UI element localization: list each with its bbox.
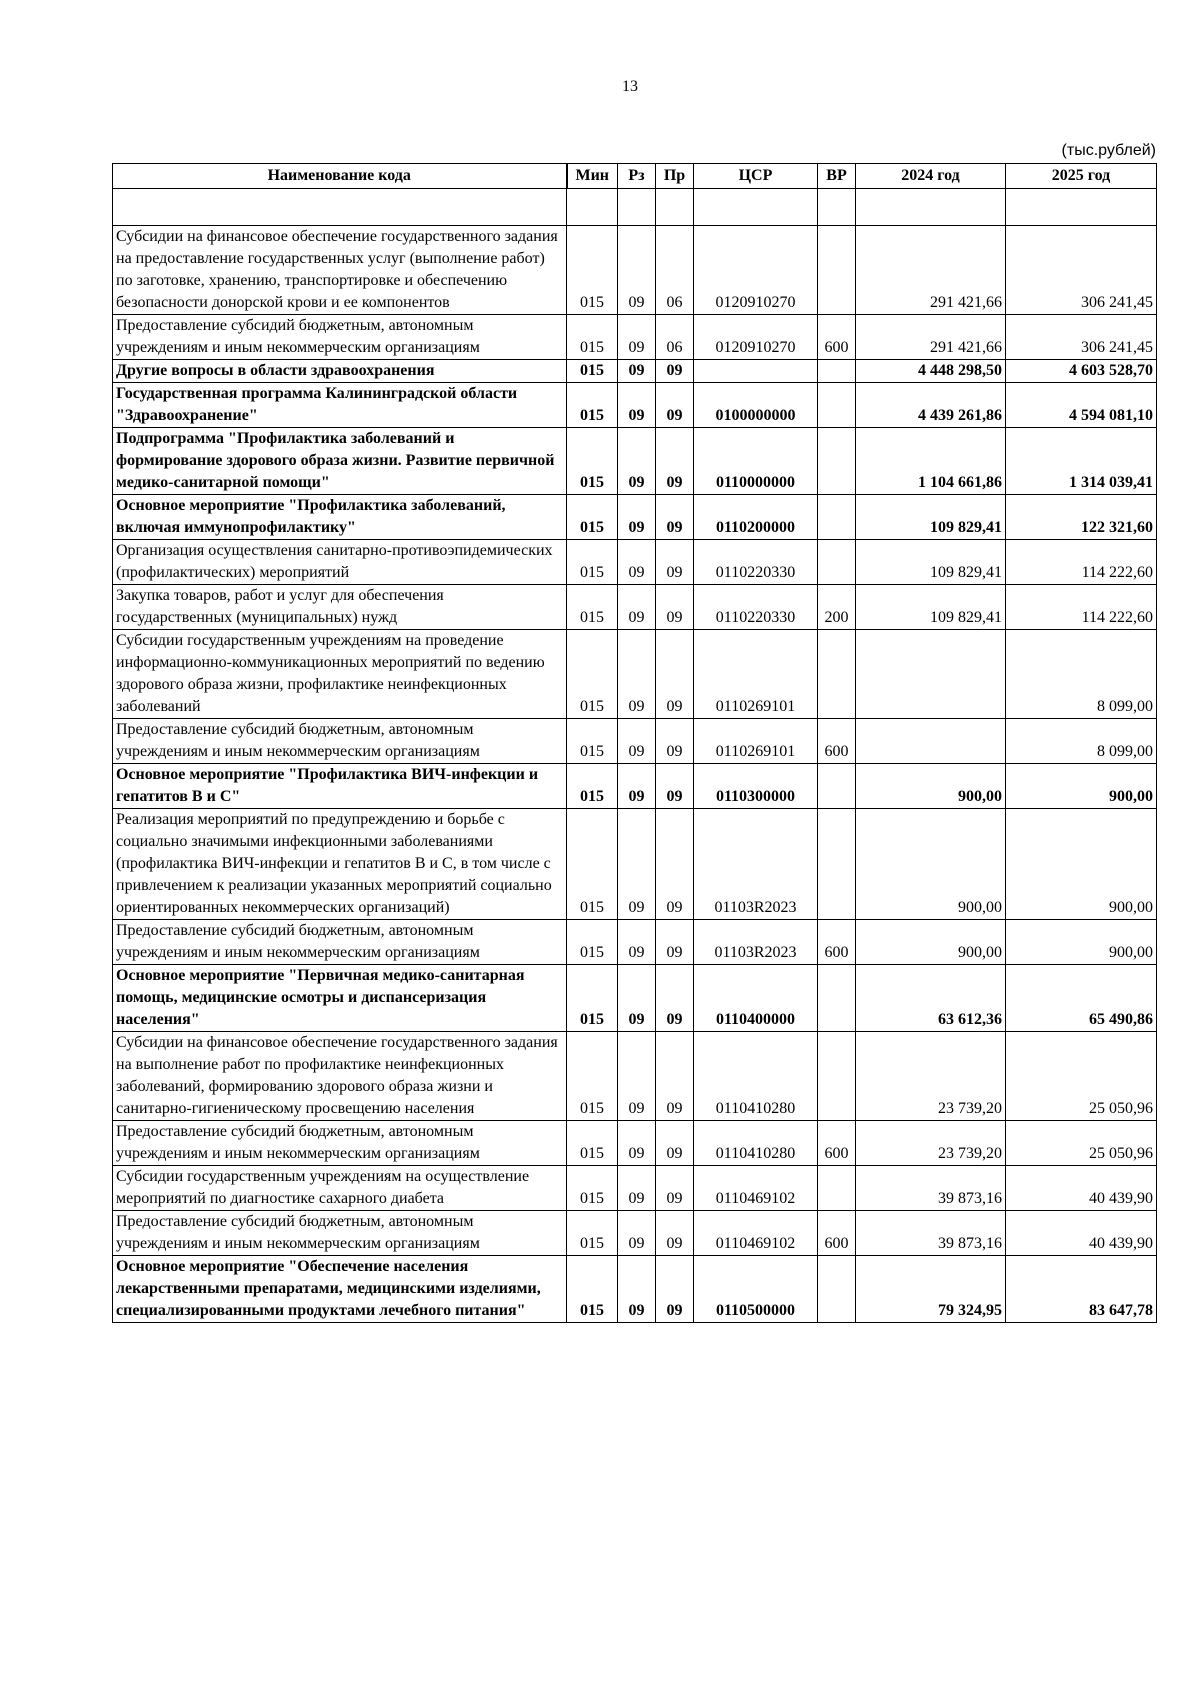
cell-rz: 09: [618, 495, 656, 540]
table-row: [113, 495, 1157, 540]
cell-csr: [694, 360, 818, 383]
table-row: [113, 428, 1157, 495]
cell-min: 015: [567, 719, 618, 764]
spacer-cell: [694, 189, 818, 226]
cell-vr: [818, 360, 856, 383]
cell-2025: 900,00: [1006, 764, 1157, 809]
cell-vr: [818, 630, 856, 719]
cell-pr: 09: [656, 764, 694, 809]
cell-name: Предоставление субсидий бюджетным, автономным учреждениям и иным некоммерческим организациям: [113, 315, 567, 360]
cell-2025: 25 050,96: [1006, 1032, 1157, 1121]
cell-2024: [856, 719, 1006, 764]
cell-min: 015: [567, 1256, 618, 1323]
cell-csr: 0120910270: [694, 315, 818, 360]
header-pr: Пр: [656, 164, 694, 189]
cell-pr: 09: [656, 920, 694, 965]
cell-2024: 291 421,66: [856, 315, 1006, 360]
cell-vr: [818, 965, 856, 1032]
cell-name: Основное мероприятие "Первичная медико-санитарная помощь, медицинские осмотры и диспансеризация населения": [113, 965, 567, 1032]
spacer-cell: [656, 189, 694, 226]
cell-2025: 65 490,86: [1006, 965, 1157, 1032]
cell-csr: 0110269101: [694, 630, 818, 719]
cell-2024: 23 739,20: [856, 1032, 1006, 1121]
cell-rz: 09: [618, 1121, 656, 1166]
cell-min: 015: [567, 315, 618, 360]
table-row: [113, 1256, 1157, 1323]
cell-csr: 0110500000: [694, 1256, 818, 1323]
cell-csr: 01103R2023: [694, 809, 818, 920]
table-body: [113, 189, 1157, 1323]
cell-2024: 109 829,41: [856, 585, 1006, 630]
cell-2025: 900,00: [1006, 809, 1157, 920]
cell-min: 015: [567, 428, 618, 495]
cell-vr: 600: [818, 719, 856, 764]
budget-table: [112, 163, 1157, 1323]
table-row: [113, 1166, 1157, 1211]
cell-name: Субсидии на финансовое обеспечение государственного задания на предоставление государственных услуг (выполнение работ) по заготовке, хранению, транспортировке и обеспечению безопасности донорской крови и ее компонентов: [113, 226, 567, 315]
header-2024: 2024 год: [856, 164, 1006, 189]
cell-rz: 09: [618, 226, 656, 315]
cell-vr: [818, 428, 856, 495]
cell-rz: 09: [618, 540, 656, 585]
cell-csr: 0110220330: [694, 585, 818, 630]
cell-vr: [818, 226, 856, 315]
cell-2024: 79 324,95: [856, 1256, 1006, 1323]
header-min: Мин: [567, 164, 618, 189]
table-row: [113, 315, 1157, 360]
cell-csr: 0110469102: [694, 1211, 818, 1256]
header-csr: ЦСР: [694, 164, 818, 189]
cell-name: Другие вопросы в области здравоохранения: [113, 360, 567, 383]
cell-name: Закупка товаров, работ и услуг для обеспечения государственных (муниципальных) нужд: [113, 585, 567, 630]
cell-pr: 09: [656, 630, 694, 719]
cell-rz: 09: [618, 1032, 656, 1121]
table-row: [113, 719, 1157, 764]
table-row: [113, 1121, 1157, 1166]
cell-pr: 09: [656, 383, 694, 428]
cell-csr: 0110220330: [694, 540, 818, 585]
header-2025: 2025 год: [1006, 164, 1157, 189]
spacer-cell: [1006, 189, 1157, 226]
table-row: [113, 1211, 1157, 1256]
cell-pr: 09: [656, 1211, 694, 1256]
cell-name: Основное мероприятие "Профилактика ВИЧ-инфекции и гепатитов В и С": [113, 764, 567, 809]
cell-pr: 09: [656, 1166, 694, 1211]
cell-rz: 09: [618, 965, 656, 1032]
cell-2025: 4 594 081,10: [1006, 383, 1157, 428]
cell-rz: 09: [618, 920, 656, 965]
cell-pr: 09: [656, 809, 694, 920]
cell-csr: 0110469102: [694, 1166, 818, 1211]
cell-name: Субсидии государственным учреждениям на осуществление мероприятий по диагностике сахарного диабета: [113, 1166, 567, 1211]
cell-2024: 39 873,16: [856, 1166, 1006, 1211]
cell-rz: 09: [618, 360, 656, 383]
cell-csr: 0110000000: [694, 428, 818, 495]
cell-csr: 0110410280: [694, 1121, 818, 1166]
table-row: [113, 383, 1157, 428]
cell-min: 015: [567, 585, 618, 630]
cell-csr: 0100000000: [694, 383, 818, 428]
cell-vr: [818, 495, 856, 540]
cell-2025: 83 647,78: [1006, 1256, 1157, 1323]
cell-pr: 09: [656, 719, 694, 764]
cell-vr: 600: [818, 315, 856, 360]
table-row: [113, 764, 1157, 809]
cell-2024: 4 439 261,86: [856, 383, 1006, 428]
spacer-row: [113, 189, 1157, 226]
cell-csr: 0110410280: [694, 1032, 818, 1121]
spacer-cell: [856, 189, 1006, 226]
cell-csr: 0110269101: [694, 719, 818, 764]
cell-csr: 0110400000: [694, 965, 818, 1032]
cell-min: 015: [567, 1032, 618, 1121]
cell-rz: 09: [618, 383, 656, 428]
cell-min: 015: [567, 809, 618, 920]
cell-min: 015: [567, 1211, 618, 1256]
cell-2025: 306 241,45: [1006, 226, 1157, 315]
cell-name: Предоставление субсидий бюджетным, автономным учреждениям и иным некоммерческим организациям: [113, 1121, 567, 1166]
cell-pr: 09: [656, 1256, 694, 1323]
cell-2025: 8 099,00: [1006, 719, 1157, 764]
cell-vr: [818, 1256, 856, 1323]
cell-2024: 109 829,41: [856, 495, 1006, 540]
cell-2025: 114 222,60: [1006, 585, 1157, 630]
cell-name: Предоставление субсидий бюджетным, автономным учреждениям и иным некоммерческим организациям: [113, 719, 567, 764]
cell-min: 015: [567, 1121, 618, 1166]
cell-min: 015: [567, 920, 618, 965]
cell-2025: 25 050,96: [1006, 1121, 1157, 1166]
table-row: [113, 965, 1157, 1032]
cell-2024: 900,00: [856, 764, 1006, 809]
cell-csr: 0110200000: [694, 495, 818, 540]
cell-pr: 09: [656, 1032, 694, 1121]
cell-name: Государственная программа Калининградской области "Здравоохранение": [113, 383, 567, 428]
cell-vr: [818, 383, 856, 428]
page-number: 13: [622, 78, 638, 95]
cell-2024: 900,00: [856, 809, 1006, 920]
table-row: [113, 585, 1157, 630]
spacer-cell: [113, 189, 567, 226]
cell-2024: 23 739,20: [856, 1121, 1006, 1166]
cell-2025: 4 603 528,70: [1006, 360, 1157, 383]
cell-rz: 09: [618, 1166, 656, 1211]
spacer-cell: [567, 189, 618, 226]
cell-2024: 4 448 298,50: [856, 360, 1006, 383]
units-label: (тыс.рублей): [1061, 142, 1156, 159]
cell-2024: 1 104 661,86: [856, 428, 1006, 495]
cell-2025: 1 314 039,41: [1006, 428, 1157, 495]
cell-vr: [818, 540, 856, 585]
cell-csr: 0110300000: [694, 764, 818, 809]
cell-pr: 06: [656, 226, 694, 315]
cell-2024: [856, 630, 1006, 719]
table-row: [113, 360, 1157, 383]
cell-rz: 09: [618, 1256, 656, 1323]
cell-vr: [818, 809, 856, 920]
cell-rz: 09: [618, 428, 656, 495]
cell-name: Подпрограмма "Профилактика заболеваний и формирование здорового образа жизни. Развитие первичной медико-санитарной помощи": [113, 428, 567, 495]
table-row: [113, 809, 1157, 920]
cell-rz: 09: [618, 764, 656, 809]
cell-name: Субсидии на финансовое обеспечение государственного задания на выполнение работ по профилактике неинфекционных заболеваний, формированию здорового образа жизни и санитарно-гигиеническому просвещению населения: [113, 1032, 567, 1121]
cell-vr: [818, 1032, 856, 1121]
cell-rz: 09: [618, 315, 656, 360]
cell-name: Предоставление субсидий бюджетным, автономным учреждениям и иным некоммерческим организациям: [113, 1211, 567, 1256]
spacer-cell: [818, 189, 856, 226]
spacer-cell: [618, 189, 656, 226]
cell-2025: 900,00: [1006, 920, 1157, 965]
cell-min: 015: [567, 383, 618, 428]
cell-pr: 09: [656, 540, 694, 585]
cell-csr: 01103R2023: [694, 920, 818, 965]
cell-pr: 09: [656, 585, 694, 630]
cell-2024: 109 829,41: [856, 540, 1006, 585]
table-row: [113, 920, 1157, 965]
cell-vr: [818, 764, 856, 809]
cell-2025: 122 321,60: [1006, 495, 1157, 540]
cell-name: Субсидии государственным учреждениям на проведение информационно-коммуникационных мероприятий по ведению здорового образа жизни, профилактике неинфекционных заболеваний: [113, 630, 567, 719]
cell-name: Организация осуществления санитарно-противоэпидемических (профилактических) мероприятий: [113, 540, 567, 585]
cell-rz: 09: [618, 585, 656, 630]
cell-2024: 63 612,36: [856, 965, 1006, 1032]
cell-min: 015: [567, 495, 618, 540]
cell-2024: 39 873,16: [856, 1211, 1006, 1256]
cell-vr: 600: [818, 1211, 856, 1256]
cell-min: 015: [567, 540, 618, 585]
table-row: [113, 226, 1157, 315]
cell-vr: 600: [818, 1121, 856, 1166]
cell-name: Основное мероприятие "Профилактика заболеваний, включая иммунопрофилактику": [113, 495, 567, 540]
cell-2025: 40 439,90: [1006, 1211, 1157, 1256]
cell-rz: 09: [618, 719, 656, 764]
cell-name: Реализация мероприятий по предупреждению и борьбе с социально значимыми инфекционными заболеваниями (профилактика ВИЧ-инфекции и гепатитов В и С, в том числе с привлечением к реализации указанных мероприятий социально ориентированных некоммерческих организаций): [113, 809, 567, 920]
header-rz: Рз: [618, 164, 656, 189]
cell-min: 015: [567, 1166, 618, 1211]
cell-2024: 900,00: [856, 920, 1006, 965]
cell-2024: 291 421,66: [856, 226, 1006, 315]
cell-min: 015: [567, 360, 618, 383]
cell-min: 015: [567, 630, 618, 719]
table-row: [113, 540, 1157, 585]
cell-rz: 09: [618, 809, 656, 920]
cell-rz: 09: [618, 1211, 656, 1256]
cell-2025: 40 439,90: [1006, 1166, 1157, 1211]
cell-min: 015: [567, 965, 618, 1032]
header-vr: ВР: [818, 164, 856, 189]
cell-csr: 0120910270: [694, 226, 818, 315]
table-row: [113, 1032, 1157, 1121]
cell-name: Основное мероприятие "Обеспечение населения лекарственными препаратами, медицинскими изделиями, специализированными продуктами лечебного питания": [113, 1256, 567, 1323]
cell-2025: 114 222,60: [1006, 540, 1157, 585]
cell-pr: 09: [656, 428, 694, 495]
cell-pr: 09: [656, 1121, 694, 1166]
table-row: [113, 630, 1157, 719]
cell-pr: 09: [656, 965, 694, 1032]
cell-vr: 200: [818, 585, 856, 630]
cell-2025: 8 099,00: [1006, 630, 1157, 719]
cell-name: Предоставление субсидий бюджетным, автономным учреждениям и иным некоммерческим организациям: [113, 920, 567, 965]
cell-pr: 09: [656, 360, 694, 383]
header-name: Наименование кода: [113, 164, 567, 189]
cell-vr: 600: [818, 920, 856, 965]
cell-vr: [818, 1166, 856, 1211]
cell-min: 015: [567, 226, 618, 315]
cell-pr: 06: [656, 315, 694, 360]
cell-rz: 09: [618, 630, 656, 719]
header-row: [113, 164, 1157, 189]
cell-pr: 09: [656, 495, 694, 540]
cell-2025: 306 241,45: [1006, 315, 1157, 360]
cell-min: 015: [567, 764, 618, 809]
